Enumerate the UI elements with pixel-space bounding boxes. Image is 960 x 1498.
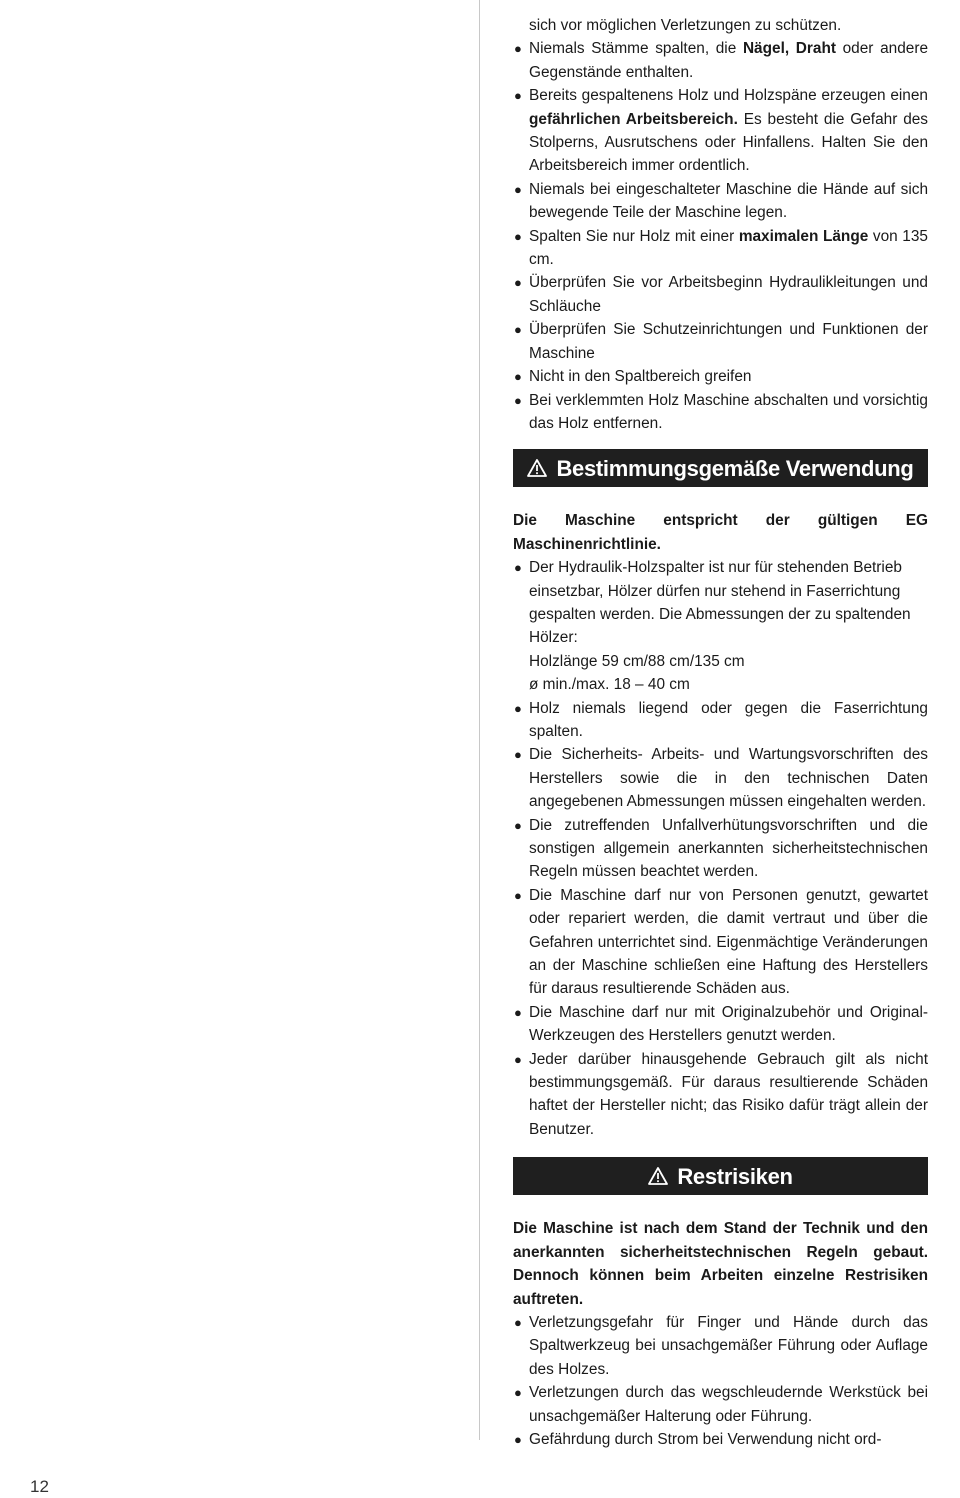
item-text: Die Maschine darf nur von Personen genutzt, gewartet oder repariert werden, die damit vertraut und über die Gefahren unterrichtet sind. Eigenmächtige Veränderungen an der Maschine schließen eine Haftung des Herstellers für daraus resultierende Schäden aus. xyxy=(529,886,928,998)
list-item xyxy=(513,1048,928,1142)
item-emphasis: maximalen Länge xyxy=(738,227,869,245)
list-item xyxy=(513,318,928,365)
item-text: Die Sicherheits- Arbeits- und Wartungsvorschriften des Herstellers sowie die in den technischen Daten angegebenen Abmessungen müssen eingehalten werden. xyxy=(529,746,928,811)
item-text: Gefährdung durch Strom bei Verwendung nicht ord- xyxy=(529,1430,882,1448)
item-text: Verletzungen durch das wegschleudernde Werkstück bei unsachgemäßer Halterung oder Führung. xyxy=(529,1384,928,1425)
heading-text: Bestimmungsgemäße Verwendung xyxy=(556,455,914,481)
wood-length-spec: Holzlänge 59 cm/88 cm/135 cm xyxy=(529,652,745,670)
list-item xyxy=(513,271,928,318)
bullet-dot-icon: ● xyxy=(514,181,522,197)
wood-diameter-spec: ø min./max. 18 – 40 cm xyxy=(529,676,690,694)
item-text: Überprüfen Sie Schutzeinrichtungen und Funktionen der Maschine xyxy=(529,321,928,362)
bullet-dot-icon: ● xyxy=(514,1431,522,1447)
item-text: Holz niemals liegend oder gegen die Faserrichtung spalten. xyxy=(529,699,928,740)
item-text: Spalten Sie nur Holz mit einer xyxy=(529,227,739,245)
item-emphasis: Nägel, Draht xyxy=(742,40,836,58)
bullet-dot-icon: ● xyxy=(514,747,522,763)
bullet-dot-icon: ● xyxy=(514,88,522,104)
bullet-dot-icon: ● xyxy=(514,369,522,385)
residual-risks-list xyxy=(513,1311,928,1451)
bullet-dot-icon: ● xyxy=(514,41,522,57)
section-heading-residual-risks xyxy=(513,1157,928,1195)
bullet-dot-icon: ● xyxy=(514,1004,522,1020)
item-text: Niemals bei eingeschalteter Maschine die Hände auf sich bewegende Teile der Maschine legen. xyxy=(529,180,928,222)
item-text: von 135 cm. xyxy=(529,227,928,269)
list-item xyxy=(513,1428,928,1451)
bullet-dot-icon: ● xyxy=(514,392,522,408)
item-emphasis: gefährlichen Arbeitsbereich. xyxy=(529,110,738,128)
section-heading-intended-use xyxy=(513,449,928,487)
item-text: Der Hydraulik-Holzspalter ist nur für stehenden Betrieb einsetzbar, Hölzer dürfen nur stehend in Faserrichtung gespalten werden. Die Abmessungen der zu spaltenden Hölzer: xyxy=(529,559,911,647)
text-column xyxy=(513,14,928,1451)
item-text: Bereits gespaltenens Holz und Holzspäne erzeugen einen xyxy=(529,87,928,105)
section-intro: Die Maschine ist nach dem Stand der Technik und den anerkannten sicherheitstechnischen Regeln gebaut. Dennoch können beim Arbeiten einzelne Restrisiken auftreten. xyxy=(513,1220,928,1308)
item-text: Überprüfen Sie vor Arbeitsbeginn Hydraulikleitungen und Schläuche xyxy=(529,274,928,315)
list-item xyxy=(513,365,928,388)
bullet-dot-icon: ● xyxy=(514,228,522,244)
list-item xyxy=(513,225,928,272)
list-item xyxy=(513,389,928,436)
item-text: Jeder darüber hinausgehende Gebrauch gilt als nicht bestimmungsgemäß. Für daraus resultierende Schäden haftet der Hersteller nicht; das Risiko dafür trägt allein der Benutzer. xyxy=(529,1050,928,1138)
list-item xyxy=(513,743,928,813)
item-text: Niemals Stämme spalten, die xyxy=(529,40,743,58)
item-text: Bei verklemmten Holz Maschine abschalten und vorsichtig das Holz entfernen. xyxy=(529,391,928,432)
bullet-dot-icon: ● xyxy=(514,275,522,291)
item-text: Nicht in den Spaltbereich greifen xyxy=(529,368,752,386)
section-intro: Die Maschine entspricht der gültigen EG Maschinenrichtlinie. xyxy=(513,512,928,553)
bullet-dot-icon: ● xyxy=(514,1051,522,1067)
item-text: Die zutreffenden Unfallverhütungsvorschriften und die sonstigen allgemein anerkannten sicherheitstechnischen Regeln müssen beachtet werden. xyxy=(529,816,928,881)
item-text: oder andere Gegenstände enthalten. xyxy=(529,40,928,81)
safety-list xyxy=(513,37,928,435)
list-item xyxy=(513,556,928,696)
list-item xyxy=(513,84,928,178)
list-item xyxy=(513,884,928,1001)
bullet-dot-icon: ● xyxy=(514,560,522,576)
item-text: Verletzungsgefahr für Finger und Hände durch das Spaltwerkzeug bei unsachgemäßer Führung oder Auflage des Holzes. xyxy=(529,1313,928,1378)
list-item xyxy=(513,697,928,744)
item-text: Es besteht die Gefahr des Stolperns, Ausrutschens oder Hinfallens. Halten Sie den Arbeitsbereich immer ordentlich. xyxy=(529,110,929,175)
list-item xyxy=(513,1381,928,1428)
page-divider-line xyxy=(479,0,480,1440)
list-item xyxy=(513,1311,928,1381)
bullet-dot-icon: ● xyxy=(514,322,522,338)
bullet-dot-icon: ● xyxy=(514,887,522,903)
bullet-dot-icon: ● xyxy=(514,1314,522,1330)
list-item xyxy=(513,814,928,884)
item-text: Die Maschine darf nur mit Originalzubehör und Original-Werkzeugen des Herstellers genutzt werden. xyxy=(529,1003,928,1045)
list-item xyxy=(513,1001,928,1048)
list-item xyxy=(513,178,928,225)
warning-triangle-icon xyxy=(527,459,547,477)
continuation-text: sich vor möglichen Verletzungen zu schützen. xyxy=(529,17,842,34)
list-item xyxy=(513,37,928,84)
bullet-dot-icon: ● xyxy=(514,700,522,716)
intended-use-list xyxy=(513,556,928,1141)
warning-triangle-icon xyxy=(648,1167,668,1185)
heading-text: Restrisiken xyxy=(677,1163,793,1189)
bullet-dot-icon: ● xyxy=(514,1385,522,1401)
bullet-dot-icon: ● xyxy=(514,817,522,833)
page-number: 12 xyxy=(30,1477,49,1496)
